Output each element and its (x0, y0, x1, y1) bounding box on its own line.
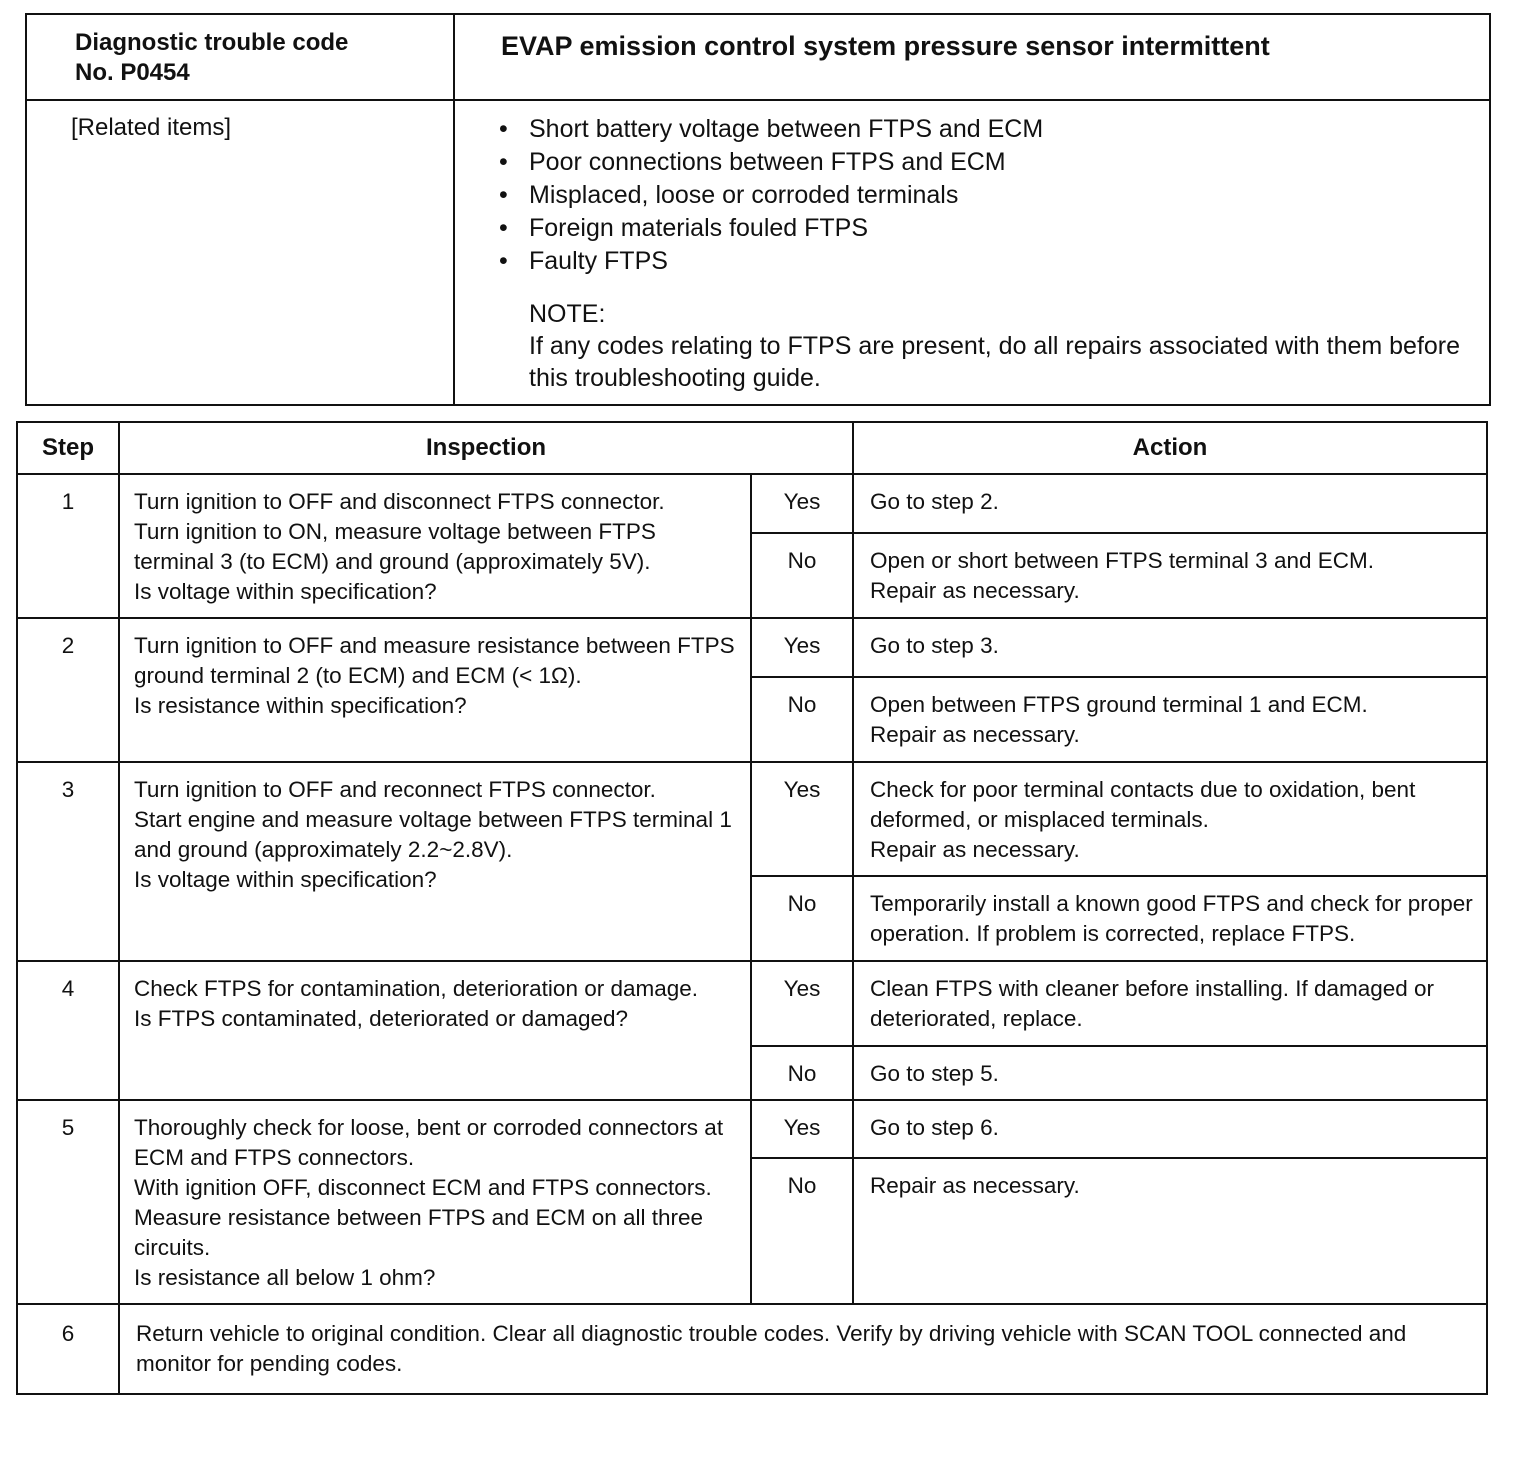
dtc-title-row (26, 14, 1490, 100)
step-number: 3 (17, 762, 119, 961)
table-row (17, 618, 1487, 677)
action-text: Temporarily install a known good FTPS and check for proper operation. If problem is corrected, replace FTPS. (870, 891, 1473, 946)
note-block (529, 298, 1477, 394)
note-text: If any codes relating to FTPS are present, do all repairs associated with them before this troubleshooting guide. (529, 332, 1461, 392)
column-header-action: Action (853, 422, 1487, 474)
inspection-question: Is resistance all below 1 ohm? (134, 1265, 436, 1290)
action-yes (853, 618, 1487, 677)
inspection-text: Turn ignition to OFF and measure resistance between FTPS ground terminal 2 (to ECM) and ECM (< 1Ω). (134, 633, 735, 688)
action-no (853, 876, 1487, 961)
inspection-cell (119, 474, 751, 618)
inspection-question: Is FTPS contaminated, deteriorated or damaged? (134, 1006, 629, 1031)
related-item: • Short battery voltage between FTPS and ECM (499, 113, 1477, 146)
action-yes (853, 474, 1487, 533)
inspection-question: Is voltage within specification? (134, 579, 437, 604)
column-header-inspection: Inspection (119, 422, 853, 474)
related-item: • Misplaced, loose or corroded terminals (499, 179, 1477, 212)
dtc-title: EVAP emission control system pressure sensor intermittent (454, 14, 1490, 100)
action-text: Repair as necessary. (870, 722, 1080, 747)
related-item: • Foreign materials fouled FTPS (499, 212, 1477, 245)
answer-no: No (751, 677, 853, 762)
action-no (853, 1046, 1487, 1100)
action-text: Repair as necessary. (870, 837, 1080, 862)
table-row (17, 762, 1487, 876)
table-row (17, 1100, 1487, 1158)
inspection-text: Turn ignition to OFF and reconnect FTPS connector. (134, 777, 656, 802)
inspection-text: Turn ignition to ON, measure voltage between FTPS terminal 3 (to ECM) and ground (approximately 5V). (134, 519, 656, 574)
action-no (853, 533, 1487, 618)
table-row (17, 961, 1487, 1046)
final-step-text: Return vehicle to original condition. Clear all diagnostic trouble codes. Verify by driving vehicle with SCAN TOOL connected and monitor for pending codes. (119, 1304, 1487, 1394)
action-text: Open between FTPS ground terminal 1 and ECM. (870, 692, 1368, 717)
answer-no: No (751, 876, 853, 961)
action-text: Go to step 2. (870, 489, 999, 514)
related-item: • Poor connections between FTPS and ECM (499, 146, 1477, 179)
answer-yes: Yes (751, 618, 853, 677)
dtc-code-label (26, 14, 454, 100)
inspection-cell (119, 618, 751, 762)
answer-no: No (751, 533, 853, 618)
related-items-label: [Related items] (26, 100, 454, 405)
action-text: Go to step 6. (870, 1115, 999, 1140)
inspection-cell (119, 762, 751, 961)
inspection-text: Thoroughly check for loose, bent or corroded connectors at ECM and FTPS connectors. (134, 1115, 724, 1170)
related-item: • Faulty FTPS (499, 245, 1477, 278)
action-text: Go to step 5. (870, 1061, 999, 1086)
step-number: 5 (17, 1100, 119, 1304)
answer-no: No (751, 1046, 853, 1100)
note-label: NOTE: (529, 300, 606, 328)
inspection-text: Check FTPS for contamination, deterioration or damage. (134, 976, 699, 1001)
dtc-code-label-line1: Diagnostic trouble code (75, 29, 349, 56)
dtc-code-number: No. P0454 (75, 59, 190, 86)
action-text: Repair as necessary. (870, 578, 1080, 603)
action-text: Repair as necessary. (870, 1172, 1080, 1198)
action-no (853, 1158, 1487, 1304)
action-yes (853, 762, 1487, 876)
action-text: Clean FTPS with cleaner before installing. If damaged or deteriorated, replace. (870, 976, 1435, 1031)
inspection-text: With ignition OFF, disconnect ECM and FTPS connectors. Measure resistance between FTPS and ECM on all three circuits. (134, 1175, 712, 1260)
step-number: 4 (17, 961, 119, 1100)
table-row (17, 1304, 1487, 1394)
related-items-body (454, 100, 1490, 405)
inspection-cell (119, 961, 751, 1100)
action-text: Check for poor terminal contacts due to oxidation, bent deformed, or misplaced terminals. (870, 777, 1416, 832)
related-items-row (26, 100, 1490, 405)
inspection-text: Turn ignition to OFF and disconnect FTPS connector. (134, 489, 665, 514)
inspection-cell (119, 1100, 751, 1304)
column-header-step: Step (17, 422, 119, 474)
answer-yes: Yes (751, 762, 853, 876)
inspection-question: Is resistance within specification? (134, 693, 467, 718)
action-text: Open or short between FTPS terminal 3 and ECM. (870, 548, 1374, 573)
action-no (853, 677, 1487, 762)
inspection-text: Start engine and measure voltage between FTPS terminal 1 and ground (approximately 2.2~2.8V). (134, 807, 732, 862)
answer-yes: Yes (751, 1100, 853, 1158)
table-row (17, 474, 1487, 533)
answer-yes: Yes (751, 474, 853, 533)
answer-yes: Yes (751, 961, 853, 1046)
related-items-list (499, 113, 1477, 278)
troubleshooting-steps-table (16, 421, 1488, 1395)
dtc-header-table (25, 13, 1491, 406)
step-number: 6 (17, 1304, 119, 1394)
answer-no: No (751, 1158, 853, 1304)
step-number: 2 (17, 618, 119, 762)
action-text: Go to step 3. (870, 633, 999, 658)
action-yes (853, 1100, 1487, 1158)
table-header-row (17, 422, 1487, 474)
inspection-question: Is voltage within specification? (134, 867, 437, 892)
action-yes (853, 961, 1487, 1046)
step-number: 1 (17, 474, 119, 618)
